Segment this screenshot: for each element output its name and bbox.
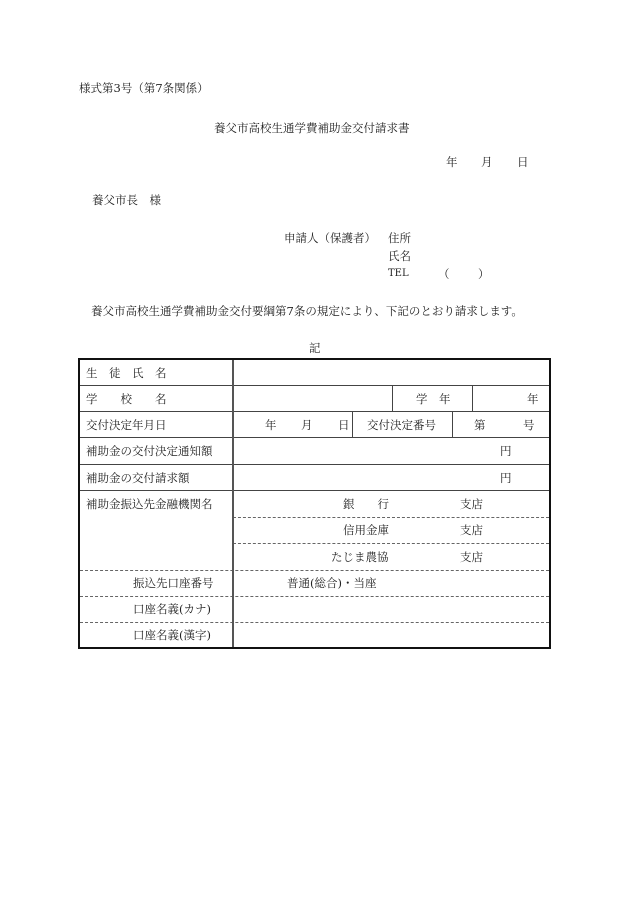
- date-day: 日: [517, 155, 529, 169]
- date-month: 月: [481, 155, 493, 169]
- grade-unit: 年: [527, 392, 539, 406]
- tel-paren-open: （: [438, 267, 450, 281]
- decision-no-suffix: 号: [523, 418, 535, 432]
- holder-kanji-label: 口座名義(漢字): [133, 628, 211, 642]
- bank-type-bank: 銀 行: [343, 497, 389, 511]
- decision-no-label: 交付決定番号: [367, 418, 436, 432]
- holder-kana-field[interactable]: [234, 598, 548, 621]
- ki-heading: 記: [309, 341, 321, 355]
- decision-date-month: 月: [301, 418, 313, 432]
- name-label: 氏名: [388, 249, 411, 263]
- document-title: 養父市高校生通学費補助金交付請求書: [214, 121, 410, 135]
- notice-amount-unit: 円: [500, 444, 512, 458]
- decision-no-prefix: 第: [474, 418, 486, 432]
- school-name-field[interactable]: [234, 387, 391, 410]
- school-name-label: 学 校 名: [86, 392, 167, 406]
- tel-label: TEL: [388, 268, 409, 279]
- bank-type-shinkin: 信用金庫: [343, 523, 389, 537]
- applicant-label: 申請人（保護者）: [284, 231, 376, 245]
- decision-date-year: 年: [265, 418, 277, 432]
- student-name-field[interactable]: [234, 361, 548, 384]
- decision-date-label: 交付決定年月日: [86, 418, 167, 432]
- bank-label: 補助金振込先金融機関名: [86, 497, 213, 511]
- grade-label: 学 年: [416, 392, 451, 406]
- request-table: [78, 358, 551, 649]
- bank-branch-shinkin: 支店: [460, 523, 483, 537]
- request-amount-unit: 円: [500, 471, 512, 485]
- decision-date-day: 日: [338, 418, 350, 432]
- holder-kanji-field[interactable]: [234, 624, 548, 646]
- holder-kana-label: 口座名義(カナ): [133, 602, 211, 616]
- account-type: 普通(総合)・当座: [287, 576, 377, 590]
- student-name-label: 生 徒 氏 名: [86, 366, 167, 380]
- tel-paren-close: ）: [478, 267, 490, 281]
- addressee: 養父市長 様: [92, 193, 161, 207]
- bank-branch-ja: 支店: [460, 550, 483, 564]
- address-label: 住所: [388, 231, 411, 245]
- bank-branch-bank: 支店: [460, 497, 483, 511]
- form-number: 様式第3号（第7条関係）: [79, 81, 209, 95]
- statement: 養父市高校生通学費補助金交付要綱第7条の規定により、下記のとおり請求します。: [91, 304, 523, 318]
- request-amount-label: 補助金の交付請求額: [86, 471, 190, 485]
- notice-amount-label: 補助金の交付決定通知額: [86, 444, 213, 458]
- bank-type-ja: たじま農協: [331, 550, 389, 564]
- account-no-label: 振込先口座番号: [133, 576, 214, 590]
- date-year: 年: [446, 155, 458, 169]
